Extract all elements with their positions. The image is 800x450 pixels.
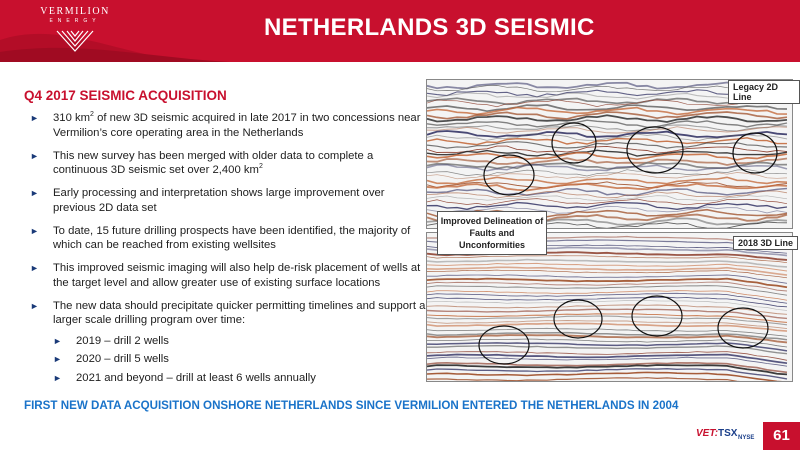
bullet-item: ► This improved seismic imaging will also help de-risk placement of wells at the target level and allow greater use of existing surface locations [30, 262, 421, 289]
sub-bullet-item: ► 2021 and beyond – drill at least 6 wells annually [53, 371, 316, 384]
3d-seismic-svg [427, 233, 792, 381]
seismic-reflector [427, 142, 787, 148]
header-bar [0, 0, 800, 62]
bullet-arrow-icon: ► [53, 354, 62, 364]
vermilion-logo: VERMILION ENERGY [30, 6, 120, 53]
seismic-reflector [427, 115, 787, 122]
bullet-arrow-icon: ► [30, 300, 39, 311]
bullet-arrow-icon: ► [30, 150, 39, 161]
bullet-item: ► To date, 15 future drilling prospects have been identified, the majority of which can be reached from existing wellsites [30, 224, 411, 251]
bullet-arrow-icon: ► [30, 113, 39, 123]
bullet-arrow-icon: ► [30, 263, 39, 273]
seismic-reflector [427, 378, 787, 381]
sub-bullet-item: ► 2020 – drill 5 wells [53, 353, 169, 365]
bullet-arrow-icon: ► [30, 188, 39, 198]
seismic-reflector [427, 173, 787, 179]
seismic-reflector [427, 270, 787, 278]
page-number: 61 [763, 422, 800, 450]
bullet-list [30, 111, 430, 394]
bullet-item: ► This new survey has been merged with older data to complete a continuous 3D seismic set over 2,400 $km^2$ [30, 149, 374, 176]
seismic-reflector [427, 286, 787, 296]
logo-emblem-icon [55, 27, 95, 53]
bullet-arrow-icon: ► [53, 372, 62, 383]
bullet-item: ► 310 $km^2$ of new 3D seismic acquired in late 2017 in two concessions near Vermilion’s core operating area in the Netherlands [30, 111, 421, 139]
3d-line-label: 2018 3D Line [733, 236, 798, 250]
seismic-reflector [427, 260, 787, 267]
section-title: Q4 2017 SEISMIC ACQUISITION [24, 88, 227, 103]
legacy-2d-line-label: Legacy 2D Line [728, 80, 800, 104]
bullet-item: ► Early processing and interpretation shows large improvement over previous 2D data set [30, 187, 385, 214]
seismic-reflector [427, 189, 787, 196]
improved-delineation-callout: Improved Delineation of Faults and Unconformities [437, 211, 547, 255]
bullet-item: ► The new data should precipitate quicker permitting timelines and support a larger scale drilling program over time: ► 2019 – drill 2 wells ► 2020 – drill 5 wells ► 2021 and beyond – drill at least 6 wells annually [30, 299, 430, 386]
seismic-reflector [427, 127, 787, 133]
seismic-reflector [427, 125, 787, 131]
sub-bullet-item: ► 2019 – drill 2 wells [53, 334, 169, 347]
sub-bullet-list [53, 334, 430, 386]
stock-ticker-logo: VET: TSX NYSE [696, 428, 755, 441]
footer-statement: FIRST NEW DATA ACQUISITION ONSHORE NETHERLANDS SINCE VERMILION ENTERED THE NETHERLANDS IN 2004 [24, 399, 679, 412]
bullet-arrow-icon: ► [30, 225, 39, 236]
page-title: NETHERLANDS 3D SEISMIC [264, 14, 595, 41]
bullet-arrow-icon: ► [53, 335, 62, 346]
